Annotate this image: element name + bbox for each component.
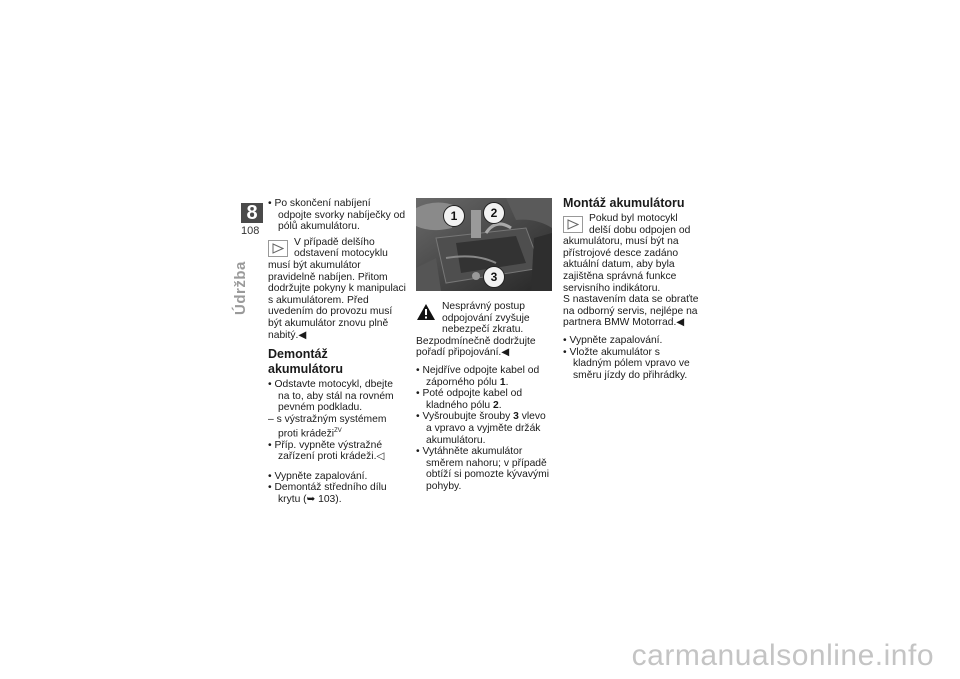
list-item: • Vypněte zapalování.	[268, 470, 368, 482]
note-text-2: S nastavením data se obraťte na odborný servis, nejlépe na partnera BMW Motorrad.◀	[563, 294, 699, 329]
list-item: • Poté odpojte kabel od kladného pólu 2.	[416, 388, 523, 411]
list-item: • Vložte akumulátor s kladným pólem vpravo ve směru jízdy do přihrádky.	[563, 346, 690, 381]
list-item: • Nejdříve odpojte kabel od záporného pólu 1.	[416, 364, 540, 388]
list-item: • Odstavte motocykl, dbejte na to, aby stál na rovném pevném podkladu.	[268, 379, 394, 414]
column-3	[563, 196, 701, 381]
list-item: • Vypněte zapalování.	[563, 334, 663, 346]
warning-block	[416, 301, 552, 359]
section-heading: Demontáž akumulátoru	[268, 347, 344, 377]
callout-2: 2	[483, 202, 505, 224]
section-heading: Montáž akumulátoru	[563, 196, 685, 210]
note-block	[268, 237, 406, 341]
watermark: carmanualsonline.info	[631, 639, 934, 672]
warning-icon	[416, 303, 436, 325]
list-item: • Příp. vypněte výstražné zařízení proti krádeži.◁	[268, 439, 385, 463]
note-text: Pokud byl motocykl delší dobu odpojen od akumulátoru, musí být na přístrojové desce zadáno aktuální datum, aby byla zajištěna správná funkce servisního indikátoru.	[563, 213, 691, 294]
callout-1: 1	[443, 205, 465, 227]
note-text: V případě delšího odstavení motocyklu musí být akumulátor pravidelně nabíjen. Přitom dodržujte pokyny k manipulaci s akumulátorem. Před uvedením do provozu musí být akumulátor znovu plně nabitý.◀	[268, 236, 406, 341]
note-block	[563, 213, 701, 329]
note-triangle-icon	[268, 240, 288, 257]
battery-photo	[416, 198, 552, 291]
chapter-number: 8	[241, 203, 263, 223]
list-item: • Demontáž středního dílu krytu (➥ 103).	[268, 482, 387, 505]
warning-text: Nesprávný postup odpojování zvyšuje nebezpečí zkratu. Bezpodmínečně dodržujte pořadí připojování.◀	[416, 301, 536, 359]
column-1	[268, 198, 406, 505]
list-item: • Vytáhněte akumulátor směrem nahoru; v případě obtíží si pomozte kývavými pohyby.	[416, 446, 550, 492]
page-number: 108	[241, 225, 260, 237]
callout-3: 3	[483, 266, 505, 288]
note-triangle-icon	[563, 216, 583, 233]
column-2	[416, 301, 552, 493]
chapter-title: Údržba	[232, 261, 249, 315]
list-item: • Vyšroubujte šrouby 3 vlevo a vpravo a vyjměte držák akumulátoru.	[416, 411, 546, 446]
list-item: • Po skončení nabíjení odpojte svorky nabíječky od pólů akumulátoru.	[268, 198, 406, 233]
list-item: – s výstražným systémem proti krádeži$^{ZV}$	[268, 413, 387, 439]
